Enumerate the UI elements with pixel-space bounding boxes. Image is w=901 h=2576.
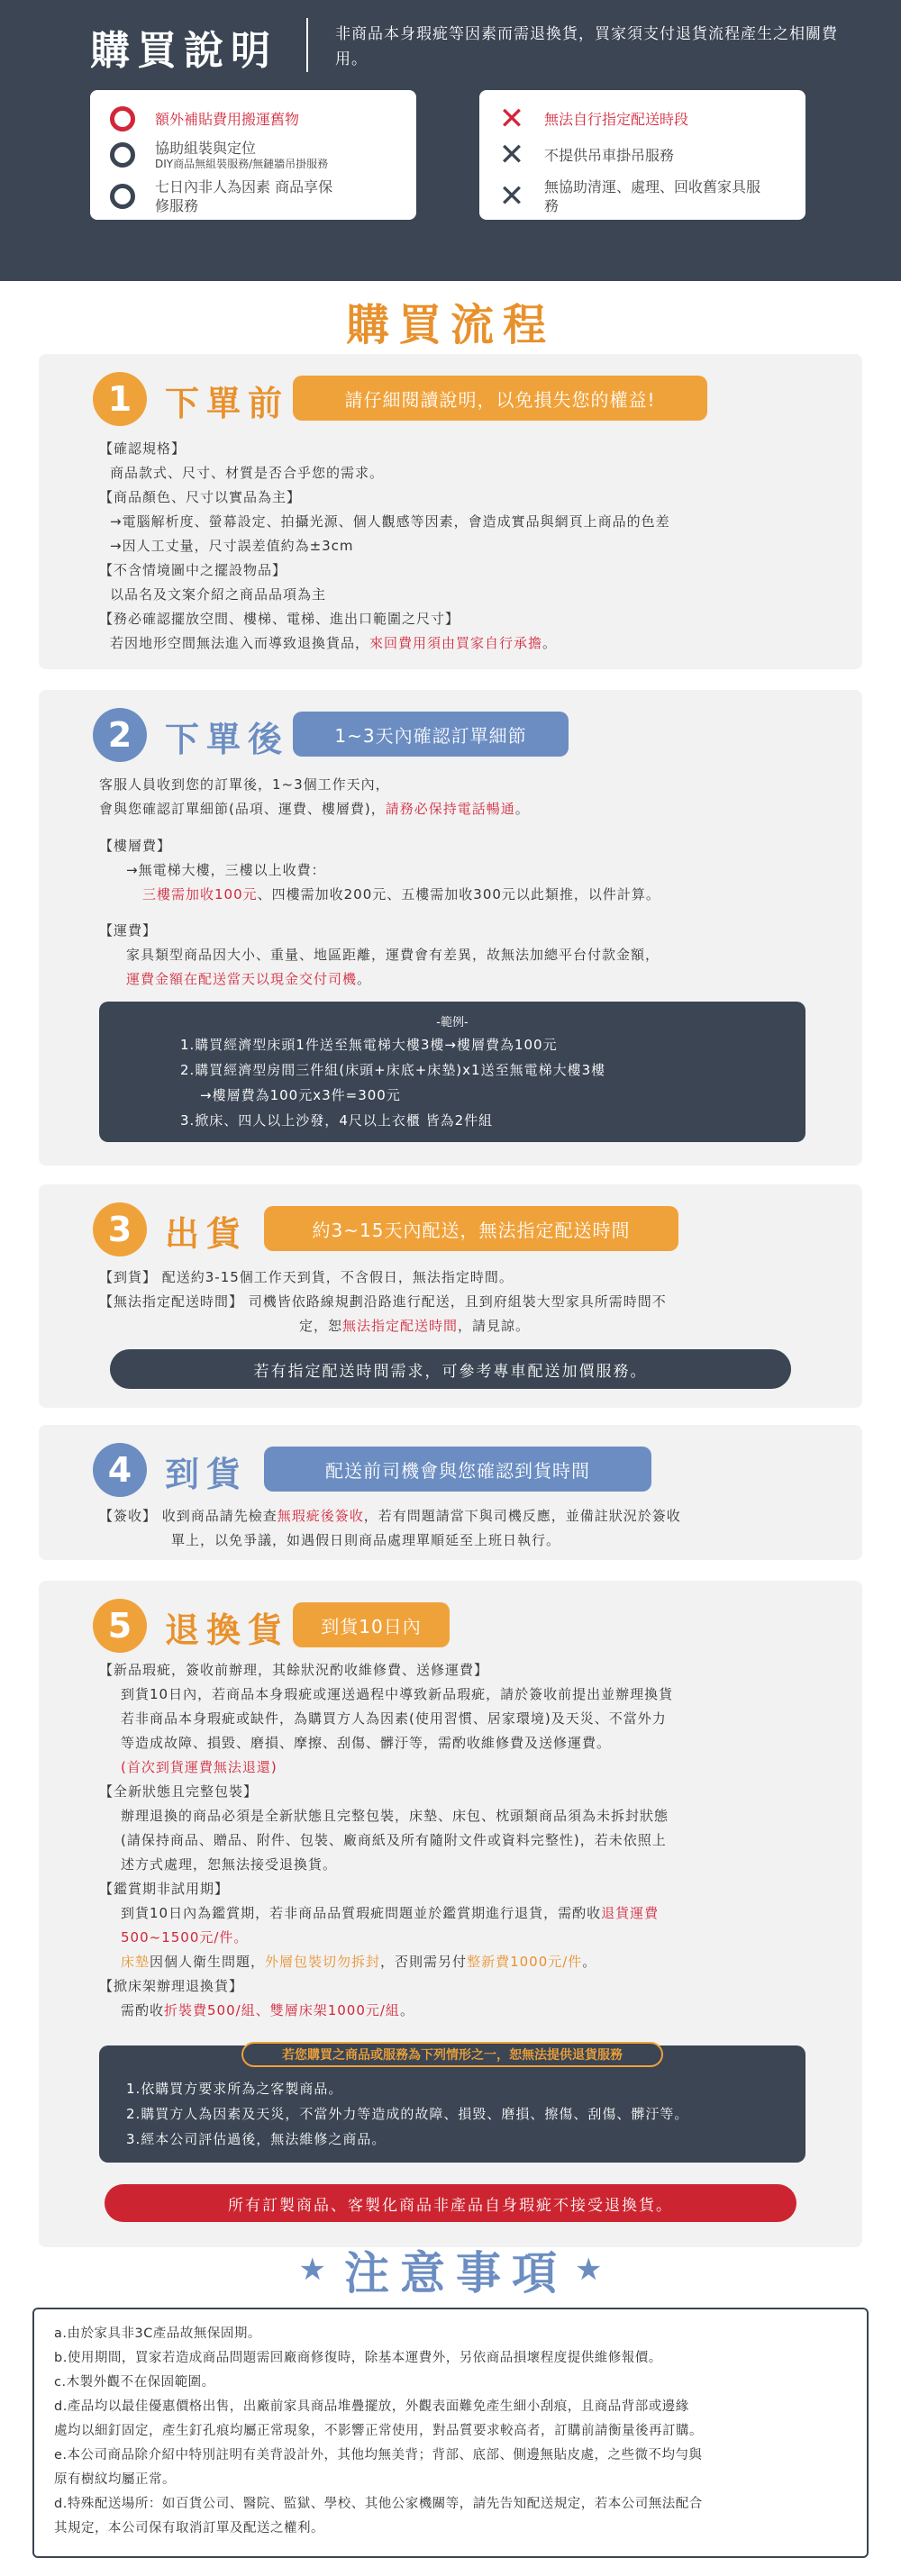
note-line: e.本公司商品除介紹中特別註明有美背設計外，其他均無美背；背部、底部、側邊無貼皮處，之些微不均勻與 — [54, 2448, 703, 2463]
step5-line-part: 。 — [399, 2002, 414, 2018]
step5-line-part: 需酌收 — [121, 2002, 165, 2018]
step2-line-part: 。 — [514, 801, 530, 817]
excluded-item — [497, 173, 787, 220]
included-item — [108, 101, 398, 137]
step2-line: 【運費】 — [99, 922, 158, 939]
step5-no-return-item: 3.經本公司評估過後，無法維修之商品。 — [126, 2131, 387, 2147]
step2-card — [39, 690, 862, 1166]
step1-line — [99, 631, 670, 656]
step3-number: 3 — [93, 1202, 147, 1256]
step5-no-return-title: 若您購買之商品或服務為下列情形之一，恕無法提供退貨服務 — [241, 2042, 663, 2067]
step2-example-line: 3.掀床、四人以上沙發，4尺以上衣櫃 皆為2件組 — [180, 1112, 494, 1129]
step1-text — [99, 437, 670, 656]
step1-line: →因人工丈量，尺寸誤差值約為±3cm — [110, 538, 354, 554]
step3-card — [39, 1184, 862, 1408]
step3-line-part: 定，恕 — [299, 1318, 343, 1334]
included-item — [108, 173, 398, 220]
step2-example-line: →樓層費為100元x3件=300元 — [200, 1087, 401, 1103]
step2-intro — [99, 773, 530, 821]
step5-line-part: 。 — [582, 1954, 597, 1970]
step5-line — [99, 1999, 673, 2023]
step5-no-return-box — [99, 2045, 805, 2163]
circle-icon — [110, 142, 135, 168]
step1-line-part: 。 — [542, 635, 558, 651]
step5-line: 等造成故障、損毀、磨損、摩擦、刮傷、髒汙等，需酌收維修費及送修運費。 — [121, 1735, 612, 1751]
step2-line: 客服人員收到您的訂單後，1~3個工作天內， — [99, 776, 390, 793]
step5-text — [99, 1658, 673, 2023]
step5-line-part: 到貨10日內為鑑賞期，若非商品品質瑕疵問題並於鑑賞期進行退貨，需酌收 — [121, 1905, 602, 1921]
x-icon: ✕ — [498, 137, 525, 173]
notes-heading — [0, 2243, 901, 2297]
step1-line: 【務必確認擺放空間、樓梯、電梯、進出口範圍之尺寸】 — [99, 611, 460, 627]
note-line: b.使用期間，買家若造成商品問題需回廠商修復時，除基本運費外，另依商品損壞程度提供維修報價。 — [54, 2351, 662, 2365]
step1-line: 【不含情境圖中之擺設物品】 — [99, 562, 287, 578]
step2-line: 【樓層費】 — [99, 838, 172, 854]
note-line: a.由於家具非3C產品故無保固期。 — [54, 2327, 261, 2341]
step3-line: 【無法指定配送時間】 司機皆依路線規劃沿路進行配送，且到府組裝大型家具所需時間不 — [99, 1293, 667, 1310]
note-line: 其規定，本公司保有取消訂單及配送之權利。 — [54, 2521, 324, 2535]
step5-line: 辦理退換的商品必須是全新狀態且完整包裝，床墊、床包、枕頭類商品須為未拆封狀態 — [121, 1808, 669, 1824]
step4-line-part: ，若有問題請當下與司機反應，並備註狀況於簽收 — [363, 1508, 681, 1524]
step5-line: (首次到貨運費無法退還) — [121, 1759, 278, 1775]
note-line: c.木製外觀不在保固範圍。 — [54, 2375, 215, 2390]
step5-line: 【掀床架辦理退換貨】 — [99, 1978, 244, 1994]
step3-pill: 約3~15天內配送，無法指定配送時間 — [264, 1206, 678, 1251]
notes-title: 注意事項 — [344, 2247, 568, 2299]
step2-pill: 1~3天內確認訂單細節 — [293, 712, 569, 757]
step4-warning: 無瑕疵後簽收 — [277, 1508, 364, 1524]
step1-line: 商品款式、尺寸、材質是否合乎您的需求。 — [110, 465, 385, 481]
step3-text — [99, 1265, 667, 1338]
step5-line-part: ，否則需另付 — [380, 1954, 468, 1970]
step5-line-part: 因個人衛生問題， — [150, 1954, 266, 1970]
step5-highlight: 床墊 — [121, 1954, 150, 1970]
step2-line-part: 、四樓需加收200元、五樓需加收300元以此類推，以件計算。 — [257, 886, 660, 903]
step1-number: 1 — [93, 372, 147, 426]
step5-line: 【全新狀態且完整包裝】 — [99, 1783, 259, 1800]
step2-line-part: 會與您確認訂單細節(品項、運費、樓層費)， — [99, 801, 386, 817]
step2-line — [99, 967, 660, 992]
step5-line: 【新品瑕疵，簽收前辦理，其餘狀況酌收維修費、送修運費】 — [99, 1662, 489, 1678]
note-line: d.特殊配送場所：如百貨公司、醫院、監獄、學校、其他公家機關等，請先告知配送規定，若本公司無法配合 — [54, 2497, 703, 2511]
step2-example-box — [99, 1002, 805, 1142]
step5-line: 【鑑賞期非試用期】 — [99, 1881, 230, 1897]
step2-floor-fee — [99, 834, 660, 907]
step4-line: 單上，以免爭議，如遇假日則商品處理單順延至上班日執行。 — [171, 1532, 561, 1548]
step4-line — [99, 1504, 681, 1528]
included-item-label: 協助組裝與定位 — [155, 140, 257, 157]
step2-title: 下單後 — [165, 720, 290, 759]
step1-line: →電腦解析度、螢幕設定、拍攝光源、個人觀感等因素，會造成實品與網頁上商品的色差 — [110, 513, 670, 530]
header-banner — [0, 0, 901, 281]
step2-number: 2 — [93, 708, 147, 762]
step3-title: 出貨 — [165, 1214, 249, 1254]
excluded-item-label: 無協助清運、處理、回收舊家具服務 — [544, 178, 761, 214]
step2-line: →無電梯大樓，三樓以上收費： — [126, 862, 326, 878]
included-item-label: 額外補貼費用搬運舊物 — [155, 110, 300, 128]
included-item-label: 七日內非人為因素 商品享保修服務 — [155, 178, 333, 214]
red-circle-icon — [110, 106, 135, 132]
step1-title: 下單前 — [165, 384, 290, 423]
step3-bar: 若有指定配送時間需求，可參考專車配送加價服務。 — [110, 1349, 791, 1389]
step1-pill: 請仔細閱讀說明，以免損失您的權益! — [293, 376, 707, 421]
note-line: 原有樹紋均屬正常。 — [54, 2472, 176, 2487]
step2-example-line: 1.購買經濟型床頭1件送至無電梯大樓3樓→樓層費為100元 — [180, 1037, 558, 1053]
circle-icon — [110, 184, 135, 209]
excluded-services-box — [479, 90, 805, 220]
step3-line: 【到貨】 配送約3-15個工作天到貨，不含假日，無法指定時間。 — [99, 1269, 514, 1285]
step1-line-part: 若因地形空間無法進入而導致退換貨品， — [110, 635, 370, 651]
excluded-item-label: 不提供吊車掛吊服務 — [544, 146, 675, 164]
header-divider — [306, 18, 308, 72]
step2-line: 家具類型商品因大小、重量、地區距離，運費會有差異，故無法加總平台付款金額， — [126, 947, 660, 963]
step2-shipping-fee — [99, 919, 660, 992]
step5-highlight: 外層包裝切勿拆封 — [265, 1954, 381, 1970]
red-x-icon: ✕ — [498, 101, 525, 137]
step5-line: 述方式處理，恕無法接受退換貨。 — [121, 1856, 338, 1873]
step2-example-line: 2.購買經濟型房間三件組(床頭+床底+床墊)x1送至無電梯大樓3樓 — [180, 1062, 606, 1078]
step2-line — [99, 797, 530, 821]
step5-warning: 折裝費500/組、雙層床架1000元/組 — [164, 2002, 400, 2018]
step4-line-part: 【簽收】 收到商品請先檢查 — [99, 1508, 278, 1524]
step5-line — [99, 1901, 673, 1926]
step1-warning: 來回費用須由買家自行承擔 — [369, 635, 543, 651]
step5-line: (請保持商品、贈品、附件、包裝、廠商紙及所有隨附文件或資料完整性)，若未依照上 — [121, 1832, 667, 1848]
included-services-box — [90, 90, 416, 220]
step5-no-return-item: 2.購買方人為因素及天災，不當外力等造成的故障、損毀、磨損、擦傷、刮傷、髒汙等。 — [126, 2106, 689, 2122]
step2-example-title: -範例- — [436, 1016, 469, 1029]
step4-pill: 配送前司機會與您確認到貨時間 — [264, 1447, 651, 1492]
step1-line: 【確認規格】 — [99, 440, 187, 457]
step5-highlight: 整新費1000元/件 — [467, 1954, 583, 1970]
star-icon: ★ — [575, 2252, 603, 2288]
header-description: 非商品本身瑕疵等因素而需退換貨，買家須支付退貨流程產生之相關費用。 — [335, 25, 838, 68]
step4-title: 到貨 — [165, 1455, 249, 1494]
notes-box — [32, 2308, 869, 2558]
step1-line: 【商品顏色、尺寸以實品為主】 — [99, 489, 302, 505]
step5-card — [39, 1581, 862, 2247]
step4-number: 4 — [93, 1443, 147, 1497]
star-icon: ★ — [298, 2252, 326, 2288]
step5-pill: 到貨10日內 — [293, 1602, 450, 1647]
step3-line — [99, 1314, 667, 1338]
step2-warning: 三樓需加收100元 — [142, 886, 258, 903]
step3-warning: 無法指定配送時間 — [342, 1318, 459, 1334]
step5-line: 若非商品本身瑕疵或缺件，為購買方人為因素(使用習慣、居家環境)及天災、不當外力 — [121, 1710, 667, 1727]
process-title: 購買流程 — [345, 300, 555, 350]
step1-line: 以品名及文案介紹之商品品項為主 — [110, 586, 327, 603]
step3-line-part: ，請見諒。 — [458, 1318, 531, 1334]
step5-line: 500~1500元/件。 — [121, 1929, 249, 1946]
step2-warning: 請務必保持電話暢通 — [385, 801, 515, 817]
step5-title: 退換貨 — [165, 1610, 290, 1650]
note-line: d.產品均以最佳優惠價格出售，出廠前家具商品堆疊擺放，外觀表面難免產生細小刮痕，且商品背部或邊緣 — [54, 2399, 689, 2414]
included-item-note: DIY商品無組裝服務/無鏈牆吊掛服務 — [155, 158, 329, 170]
header-title: 購買說明 — [90, 28, 278, 74]
step5-line: 到貨10日內，若商品本身瑕疵或運送過程中導致新品瑕疵，請於簽收前提出並辦理換貨 — [121, 1686, 674, 1702]
step5-red-bar: 所有訂製商品、客製化商品非產品自身瑕疵不接受退換貨。 — [105, 2184, 796, 2222]
step5-line — [99, 1950, 673, 1974]
step2-warning: 運費金額在配送當天以現金交付司機 — [126, 971, 358, 987]
excluded-item — [497, 137, 787, 173]
step5-no-return-item: 1.依購買方要求所為之客製商品。 — [126, 2081, 343, 2097]
x-icon: ✕ — [498, 178, 525, 214]
step2-line-part: 。 — [357, 971, 372, 987]
excluded-item-label: 無法自行指定配送時段 — [544, 110, 689, 128]
note-line: 處均以細釘固定，產生釘孔痕均屬正常現象，不影響正常使用，對品質要求較高者，訂購前請衡量後再訂購。 — [54, 2424, 703, 2438]
step4-text — [99, 1504, 681, 1553]
step1-card — [39, 354, 862, 669]
step5-number: 5 — [93, 1599, 147, 1653]
step4-card — [39, 1425, 862, 1560]
included-item — [108, 137, 398, 173]
step2-line — [99, 883, 660, 907]
step5-warning: 退貨運費 — [601, 1905, 660, 1921]
excluded-item — [497, 101, 787, 137]
